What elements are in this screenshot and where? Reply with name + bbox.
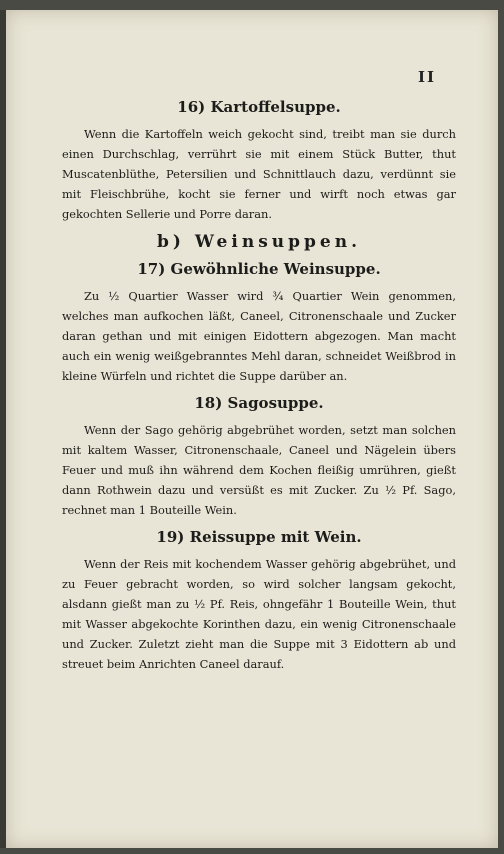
recipe-19-title: 19) Reissuppe mit Wein.: [156, 528, 362, 546]
recipe-18-title: 18) Sagosuppe.: [194, 394, 324, 412]
recipe-19-text: Wenn der Reis mit kochendem Wasser gehörig abgebrühet, und zu Feuer gebracht worden, so wird solcher langsam gekocht, alsdann gießt man zu ½ Pf. Reis, ohngefähr 1 Bouteille Wein, thut mit Wasser abgekochte Korinthen dazu, ein wenig Citronenschaale und Zucker. Zuletzt zieht man die Suppe mit 3 Eidottern ab und streuet beim Anrichten Caneel darauf.: [62, 557, 456, 671]
recipe-16-title: 16) Kartoffelsuppe.: [177, 98, 341, 116]
recipe-17-title: 17) Gewöhnliche Weinsuppe.: [137, 260, 381, 278]
page-number: II: [417, 68, 436, 86]
recipe-16-text: Wenn die Kartoffeln weich gekocht sind, treibt man sie durch einen Durchschlag, verrührt sie mit einem Stück Butter, thut Muscatenblüthe, Petersilien und Schnittlauch dazu, verdünnt sie mit Fleischbrühe, kocht sie ferner und wirft noch etwas gar gekochten Sellerie und Porre daran.: [62, 127, 456, 221]
recipe-18-text: Wenn der Sago gehörig abgebrühet worden, setzt man solchen mit kaltem Wasser, Citronenschaale, Caneel und Nägelein übers Feuer und muß ihn während dem Kochen fleißig umrühren, gießt dann Rothwein dazu und versüßt es mit Zucker. Zu ½ Pf. Sago, rechnet man 1 Bouteille Wein.: [62, 423, 456, 517]
recipe-17-text: Zu ½ Quartier Wasser wird ¾ Quartier Wein genommen, welches man aufkochen läßt, Caneel, Citronenschaale und Zucker daran gethan und mit einigen Eidottern abgezogen. Man macht auch ein wenig weißgebranntes Mehl daran, schneidet Weißbrod in kleine Würfeln und richtet die Suppe darüber an.: [62, 289, 456, 383]
section-b-title: b) Weinsuppen.: [157, 232, 361, 252]
page-content: [62, 96, 456, 680]
